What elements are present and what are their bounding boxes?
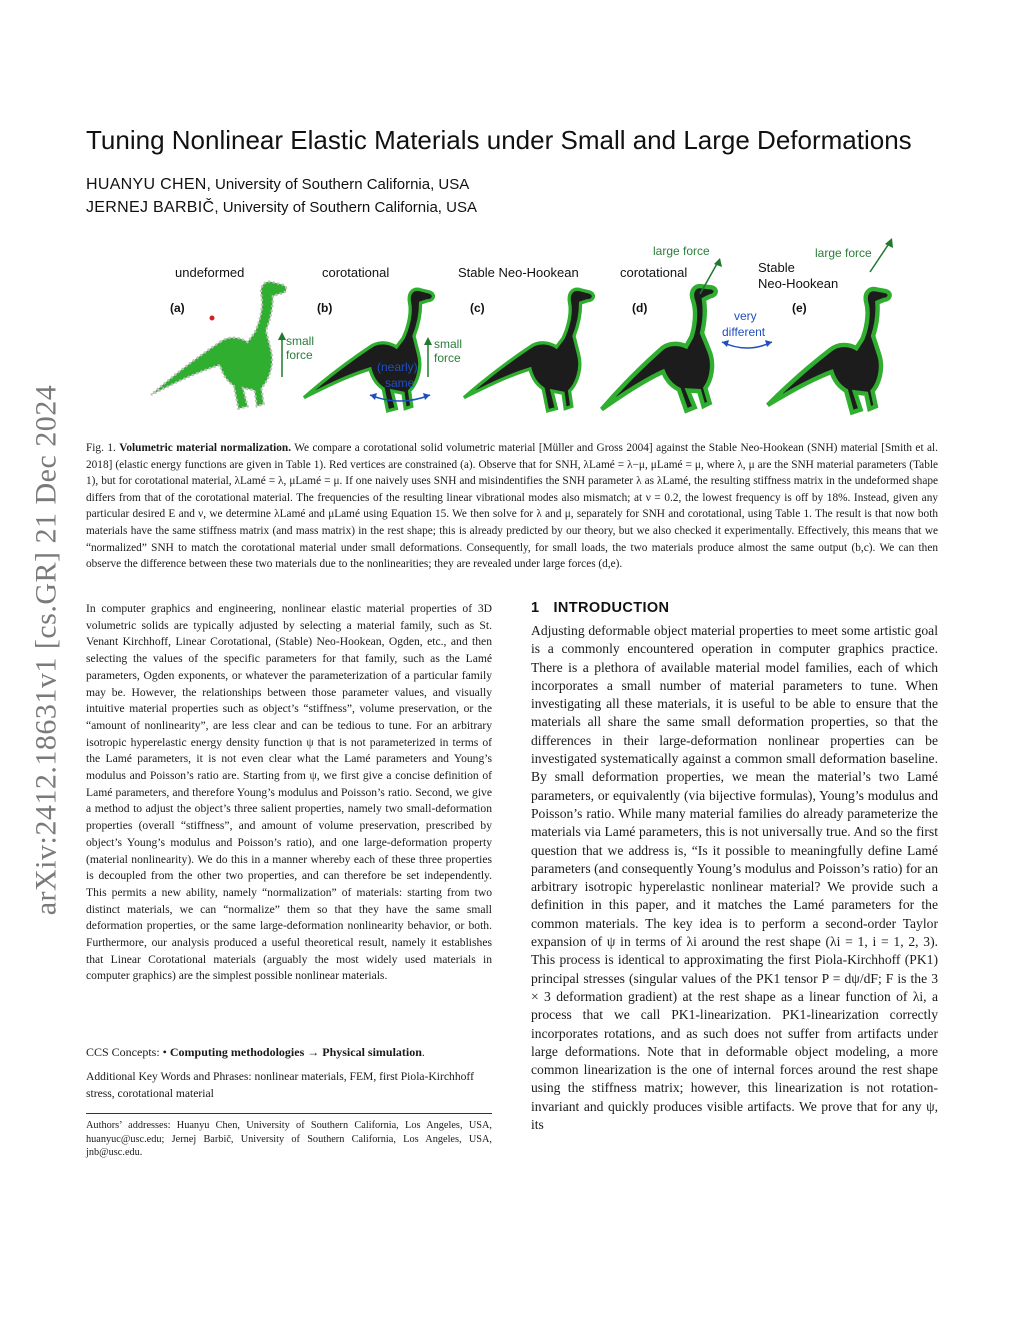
- nearly-same-line1: (nearly): [377, 360, 418, 374]
- section-title: INTRODUCTION: [553, 600, 670, 616]
- large-force-d-label: large force: [653, 244, 710, 258]
- figure-canvas: [100, 232, 940, 432]
- constrained-vertex: [210, 316, 215, 321]
- nearly-same-arrowhead-left: [370, 393, 377, 400]
- nearly-same-arrow: [370, 395, 430, 401]
- caption-text: We compare a corotational solid volumetric material [Müller and Gross 2004] against the Stable Neo-Hookean (SNH) material [Smith et al. 2018] (elastic energy functions are given in Table 1). Red vertices are constrained (a). Observe that for SNH, λLamé = λ−μ, μLamé = μ, where λ, μ are the SNH material parameters (Table 1), but for corotational material, λLamé = λ, μLamé = μ. If one naively uses SNH and misindentifies the SNH parameter λ as λLamé, the resulting stiffness matrix in the undeformed shape differs from that of the corotational material. The frequencies of the resulting linear vibrational modes also mismatch; at ν = 0.2, the lowest frequency is off by 18%. Instead, given any particular desired E and ν, we determine λLamé and μLamé using Equation 15. We then solve for λ and μ, separately for SNH and corotational, using Table 1. The result is that now both materials have the same stiffness matrix (and mass matrix) in the rest shape; this is already predicted by our theory, but we also checked it experimentally. Effectively, this means that we “normalized” SNH to match the corotational material under small deformations. Consequently, for small loads, the two materials produce almost the same output (b,c). We can then observe the difference between these two materials due to the nonlinearities; they are revealed under large forces (d,e).: [86, 442, 938, 571]
- teaser-figure: [100, 232, 940, 432]
- arxiv-identifier-stamp: [22, 350, 70, 950]
- authors-addresses-footnote: Authors’ addresses: Huanyu Chen, University of Southern California, Los Angeles, USA, huanyuc@usc.edu; Jernej Barbič, University of Southern California, Los Angeles, USA, jnb@usc.edu.: [86, 1120, 492, 1159]
- arxiv-identifier: arXiv:2412.18631v1 [cs.GR] 21 Dec 2024: [29, 384, 62, 916]
- dinosaur-corotational-large-force: [587, 284, 732, 422]
- small-force-arrowhead-c: [424, 337, 432, 345]
- author-line-1: [86, 176, 469, 194]
- author-affiliation: , University of Southern California, USA: [206, 176, 470, 193]
- label-corotational-d: corotational: [620, 265, 688, 280]
- label-undeformed: undeformed: [175, 265, 245, 280]
- very-different-arrowhead-right: [765, 340, 772, 347]
- label-snh-c: Stable Neo-Hookean: [458, 265, 579, 280]
- small-force-b-line1: small: [286, 334, 315, 348]
- ccs-concepts: [86, 1044, 492, 1060]
- very-different-arrowhead-left: [722, 340, 729, 347]
- abstract: In computer graphics and engineering, nonlinear elastic material properties of 3D volumetric solids are typically adjusted by selecting a material family, such as St. Venant Kirchhoff, Linear Corotational, (Stable) Neo-Hookean, Ogden, etc., and then selecting the values of the specific parameters for that family, such as the Lamé parameters, Ogden exponents, or whatever the parameterization of a particular family may be. However, the relationships between those parameter values, and visually intuitive material properties such as object’s “stiffness”, volume preservation, or the “amount of nonlinearity”, are less clear and can be tedious to tune. For an arbitrary isotropic hyperelastic energy density function ψ that is not parameterized in terms of the Lamé parameters, it is not even clear what the Lamé parameters and Young’s modulus and Poisson’s ratio are. Starting from ψ, we first give a concise definition of Lamé parameters, and therefore Young’s modulus and Poisson’s ratio. Second, we give a method to adjust the object’s three salient properties, namely two small-deformation properties (overall “stiffness”, and amount of volume preservation, prescribed by object’s Young’s modulus and Poisson’s ratio), and one large-deformation property (material nonlinearity). We do this in a manner whereby each of these three properties is decoupled from the other two properties, and can therefore be set independently. This permits a new ability, namely “normalization” of materials: starting from two distinct materials, we can “normalize” them so that they have the same small deformation properties, or the same large-deformation nonlinearity behavior, or both. Furthermore, our analysis produced a useful theoretical result, namely it establishes that Linear Corotational materials (arguably the most widely used materials in computer graphics) are the simplest possible nonlinear materials.: [86, 602, 492, 983]
- very-different-line1: very: [734, 309, 757, 323]
- large-force-arrow-e: [870, 242, 890, 272]
- caption-label: Fig. 1.: [86, 442, 116, 454]
- panel-letter-d: (d): [632, 301, 648, 315]
- ccs-concepts-bold: Computing methodologies → Physical simulation: [169, 1045, 422, 1059]
- small-force-c-line1: small: [434, 337, 463, 351]
- panel-letter-a: (a): [170, 301, 185, 315]
- caption-bold-title: Volumetric material normalization.: [119, 442, 292, 454]
- ccs-end: .: [421, 1045, 425, 1059]
- keywords: Additional Key Words and Phrases: nonlinear materials, FEM, first Piola-Kirchhoff stress, corotational material: [86, 1070, 474, 1100]
- label-corotational-b: corotational: [322, 265, 390, 280]
- large-force-e-label: large force: [815, 246, 872, 260]
- nearly-same-line2: same: [385, 376, 415, 390]
- panel-letter-e: (e): [792, 301, 807, 315]
- ccs-label: CCS Concepts: •: [86, 1045, 170, 1059]
- author-name: JERNEJ BARBIČ: [86, 199, 215, 216]
- panel-letter-c: (c): [470, 301, 485, 315]
- panel-letter-b: (b): [317, 301, 333, 315]
- dinosaur-snh-large-force: [760, 288, 898, 418]
- very-different-arrow: [722, 342, 772, 348]
- label-snh-e-line1: Stable: [758, 260, 795, 275]
- section-number: 1: [531, 600, 540, 616]
- nearly-same-arrowhead-right: [423, 393, 430, 400]
- paper-title: Tuning Nonlinear Elastic Materials under Small and Large Deformations: [86, 125, 912, 155]
- author-affiliation: , University of Southern California, USA: [214, 199, 477, 216]
- very-different-line2: different: [722, 325, 766, 339]
- author-name: HUANYU CHEN: [86, 176, 207, 193]
- label-snh-e-line2: Neo-Hookean: [758, 276, 839, 291]
- small-force-arrowhead-b: [278, 332, 286, 340]
- author-line-2: [86, 199, 477, 217]
- section-heading: [531, 600, 669, 616]
- figure-caption: [86, 440, 938, 573]
- small-force-b-line2: force: [286, 348, 313, 362]
- small-force-c-line2: force: [434, 351, 461, 365]
- footnote-rule: [86, 1113, 492, 1114]
- introduction-text: Adjusting deformable object material properties to meet some artistic goal is a commonly encountered operation in computer graphics practice. There is a plethora of available material model families, each of which incorporates a small number of material parameters to tune. When investigating all these materials, it is useful to be able to ensure that the materials all share the same small deformation properties, so that the differences in their large-deformation nonlinear properties can be investigated systematically against a common small deformation baseline. By small deformation properties, we mean the material’s two Lamé parameters, or equivalently (via bijective formulas), Young’s modulus and Poisson’s ratio. While many material families do already parameterize the materials via Lamé parameters, this is not universally true. And so the first question that we address is, “Is it possible to meaningfully define Lamé parameters (and consequently Young’s modulus and Poisson’s ratio) for an arbitrary isotropic hyperelastic nonlinear material? We provide such a definition in this paper, and it matches the Lamé parameters for the common materials. The key idea is to perform a second-order Taylor expansion of ψ in terms of λi around the rest shape (λi = 1, i = 1, 2, 3). This process is identical to approximating the first Piola-Kirchhoff (PK1) principal stresses (singular values of the PK1 tensor P = dψ/dF; F is the 3 × 3 deformation gradient) at the rest shape as a linear function of λi, a process that we call PK1-linearization. PK1-linearization correctly incorporates rotations, and as such does not suffer from artifacts under large deformations. Note that in deformable object modeling, a more common linearization is the one of internal forces around the rest shape using the stiffness matrix; however, this linearization is not rotation-invariant and quickly produces visible artifacts. We prove that for any ψ, its: [531, 623, 938, 1133]
